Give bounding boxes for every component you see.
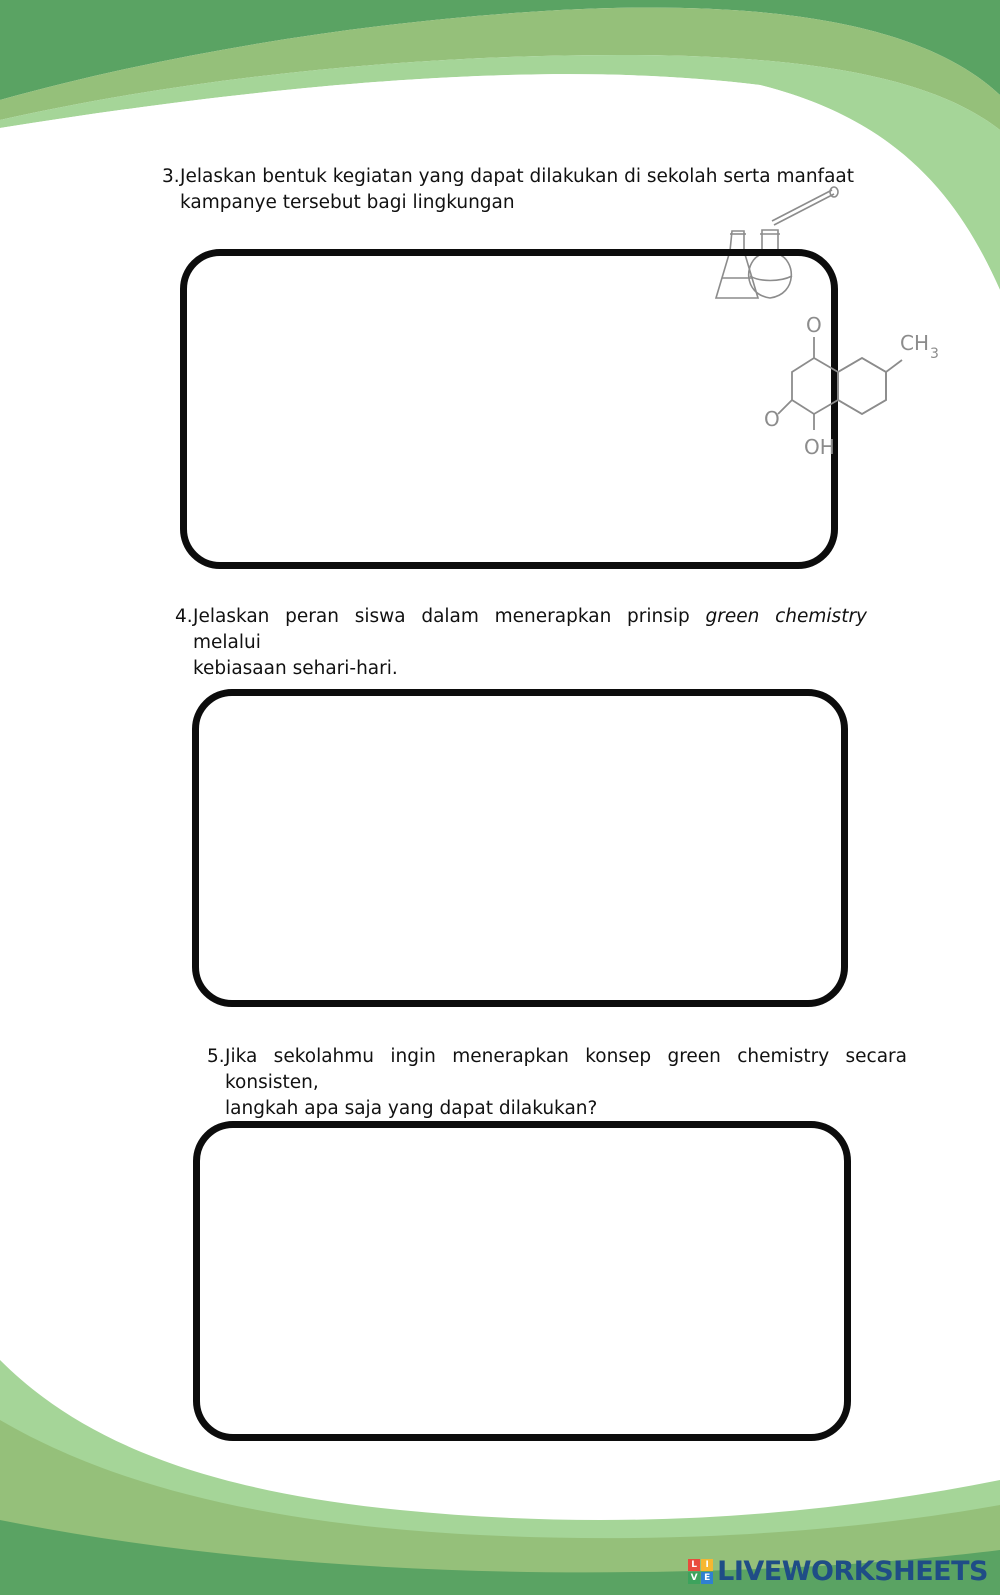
logo-mark-icon	[688, 1559, 713, 1584]
liveworksheets-logo[interactable]	[688, 1556, 988, 1587]
logo-letter-l: L	[688, 1559, 700, 1571]
question-4	[175, 604, 867, 682]
answer-box-4[interactable]	[192, 689, 848, 1007]
logo-letter-v: V	[688, 1572, 700, 1584]
molecule-label-ch3-subscript: 3	[930, 346, 939, 362]
question-4-line1-end: melalui	[193, 632, 261, 653]
logo-letter-e: E	[701, 1572, 713, 1584]
question-5-line1: Jika sekolahmu ingin menerapkan konsep green chemistry secara konsisten,	[225, 1046, 907, 1093]
question-5	[207, 1044, 907, 1122]
molecule-label-ch3: CH	[900, 331, 930, 355]
question-4-line1	[193, 604, 867, 656]
answer-box-5[interactable]	[193, 1121, 851, 1441]
question-4-number: 4.	[175, 606, 193, 627]
question-4-italic-term: green chemistry	[705, 606, 868, 627]
question-3-line1: Jelaskan bentuk kegiatan yang dapat dilakukan di sekolah serta manfaat	[180, 166, 854, 187]
answer-box-3[interactable]	[180, 249, 838, 569]
molecule-label-o-top: O	[806, 313, 822, 337]
logo-letter-i: I	[701, 1559, 713, 1571]
chemical-structure-icon	[762, 310, 962, 470]
molecule-label-o-left: O	[764, 407, 780, 431]
question-5-line2: langkah apa saja yang dapat dilakukan?	[225, 1098, 598, 1119]
question-3-line2: kampanye tersebut bagi lingkungan	[180, 192, 515, 213]
logo-text: LIVEWORKSHEETS	[717, 1556, 988, 1587]
question-5-number: 5.	[207, 1046, 225, 1067]
question-4-line1-start: Jelaskan peran siswa dalam menerapkan prinsip	[193, 606, 706, 627]
question-4-line2: kebiasaan sehari-hari.	[193, 658, 398, 679]
molecule-label-oh: OH	[804, 435, 835, 459]
question-3-number: 3.	[162, 166, 180, 187]
